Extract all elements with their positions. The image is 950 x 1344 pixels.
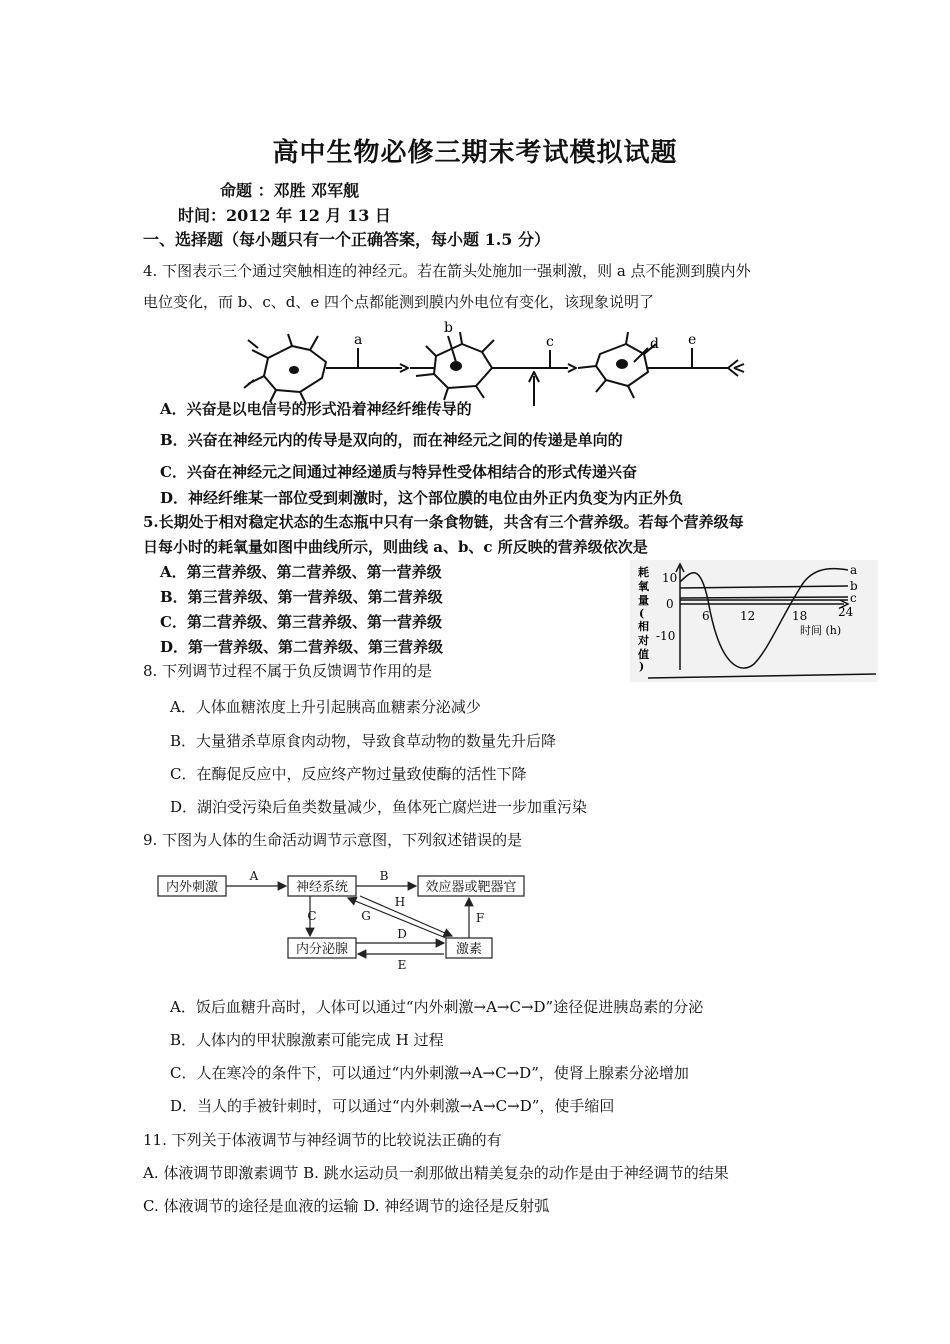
q4-option-b: B．兴奋在神经元内的传导是双向的，而在神经元之间的传递是单向的 xyxy=(160,431,623,449)
label-a: a xyxy=(354,332,363,348)
q4-stem-line2: 电位变化，而 b、c、d、e 四个点都能测到膜内外电位有变化，该现象说明了 xyxy=(143,293,655,311)
q4-option-d: D．神经纤维某一部位受到刺激时，这个部位膜的电位由外正内负变为内正外负 xyxy=(160,489,684,507)
ytick-10: 10 xyxy=(662,571,678,585)
arrow-label-f: F xyxy=(475,911,485,925)
series-c xyxy=(680,597,848,598)
q11-options-line1: A. 体液调节即激素调节 B. 跳水运动员一刹那做出精美复杂的动作是由于神经调节的结果 xyxy=(143,1164,729,1182)
arrow-label-d: D xyxy=(397,927,407,941)
q5-option-a: A．第三营养级、第二营养级、第一营养级 xyxy=(160,563,442,581)
x-axis-label: 时间 (h) xyxy=(800,624,842,637)
q9-option-d: D．当人的手被针刺时，可以通过“内外刺激→A→C→D”，使手缩回 xyxy=(170,1097,615,1115)
q4-option-a: A．兴奋是以电信号的形式沿着神经纤维传导的 xyxy=(160,400,472,418)
label-e: e xyxy=(688,332,697,348)
q5-option-b: B．第三营养级、第一营养级、第二营养级 xyxy=(160,588,443,606)
nucleus-1 xyxy=(289,366,299,374)
ytick-0: 0 xyxy=(666,597,674,611)
q11-options-line2: C. 体液调节的途径是血液的运输 D. 神经调节的途径是反射弧 xyxy=(143,1197,550,1215)
neuron-figure xyxy=(230,318,770,410)
q9-option-a: A．饭后血糖升高时，人体可以通过“内外刺激→A→C→D”途径促进胰岛素的分泌 xyxy=(170,998,704,1016)
q5-stem-line1: 5.长期处于相对稳定状态的生态瓶中只有一条食物链，共含有三个营养级。若每个营养级每 xyxy=(143,513,744,531)
label-d: d xyxy=(650,336,659,352)
author-line: 命题 ：邓胜 邓军舰 xyxy=(220,181,360,200)
ylabel-char-3: 量 xyxy=(638,594,649,607)
oxygen-chart xyxy=(630,560,878,682)
q9-stem: 9. 下图为人体的生命活动调节示意图，下列叙述错误的是 xyxy=(143,831,523,849)
label-effector: 效应器或靶器官 xyxy=(425,880,517,895)
q8-option-d: D．湖泊受污染后鱼类数量减少，鱼体死亡腐烂进一步加重污染 xyxy=(170,798,588,816)
series-label-a: a xyxy=(850,563,858,577)
label-c: c xyxy=(546,334,554,350)
series-label-c: c xyxy=(850,591,857,605)
q9-option-b: B．人体内的甲状腺激素可能完成 H 过程 xyxy=(170,1031,444,1049)
label-endocrine: 内分泌腺 xyxy=(295,942,349,957)
ytick-neg10: -10 xyxy=(656,629,676,643)
ylabel-char-8: ) xyxy=(639,660,645,673)
q4-option-c: C．兴奋在神经元之间通过神经递质与特异性受体相结合的形式传递兴奋 xyxy=(160,463,637,481)
q11-stem: 11. 下列关于体液调节与神经调节的比较说法正确的有 xyxy=(143,1131,502,1149)
regulation-diagram xyxy=(150,862,535,977)
xtick-6: 6 xyxy=(702,609,710,623)
q8-option-c: C．在酶促反应中，反应终产物过量致使酶的活性下降 xyxy=(170,765,527,783)
ylabel-char-5: 相 xyxy=(638,620,649,633)
date-line: 时间：2012 年 12 月 13 日 xyxy=(178,206,391,225)
ylabel-char-7: 值 xyxy=(638,648,649,661)
ylabel-char-1: 耗 xyxy=(638,566,649,579)
nucleus-2 xyxy=(450,361,462,371)
label-stimulus: 内外刺激 xyxy=(165,880,219,895)
ylabel-char-6: 对 xyxy=(638,634,649,647)
q4-stem-line1: 4. 下图表示三个通过突触相连的神经元。若在箭头处施加一强刺激，则 a 点不能测到膜内外 xyxy=(143,262,751,280)
xtick-12: 12 xyxy=(740,609,756,623)
label-nervous: 神经系统 xyxy=(295,880,349,895)
section-heading: 一、选择题（每小题只有一个正确答案，每小题 1.5 分） xyxy=(143,230,550,249)
page-title: 高中生物必修三期末考试模拟试题 xyxy=(272,138,678,168)
series-label-b: b xyxy=(850,579,858,593)
label-b: b xyxy=(444,320,453,336)
ylabel-char-4: ( xyxy=(639,607,645,620)
q5-option-c: C．第二营养级、第三营养级、第一营养级 xyxy=(160,613,442,631)
arrow-label-e: E xyxy=(397,958,407,972)
q9-option-c: C．人在寒冷的条件下，可以通过“内外刺激→A→C→D”，使肾上腺素分泌增加 xyxy=(170,1064,689,1082)
q5-option-d: D．第一营养级、第二营养级、第三营养级 xyxy=(160,638,444,656)
q8-stem: 8. 下列调节过程不属于负反馈调节作用的是 xyxy=(143,662,433,680)
q5-stem-line2: 日每小时的耗氧量如图中曲线所示，则曲线 a、b、c 所反映的营养级依次是 xyxy=(143,538,648,556)
xtick-24: 24 xyxy=(838,605,854,619)
arrow-label-a: A xyxy=(249,869,259,883)
arrow-label-g: G xyxy=(361,909,371,923)
label-hormone: 激素 xyxy=(455,942,483,957)
arrow-label-b: B xyxy=(379,869,389,883)
q8-option-a: A．人体血糖浓度上升引起胰高血糖素分泌减少 xyxy=(170,698,481,716)
xtick-18: 18 xyxy=(792,609,808,623)
arrow-label-h: H xyxy=(394,895,406,909)
q8-option-b: B．大量猎杀草原食肉动物，导致食草动物的数量先升后降 xyxy=(170,732,557,750)
ylabel-char-2: 氧 xyxy=(638,580,649,593)
nucleus-3 xyxy=(616,359,628,369)
arrow-label-c: C xyxy=(307,909,317,923)
